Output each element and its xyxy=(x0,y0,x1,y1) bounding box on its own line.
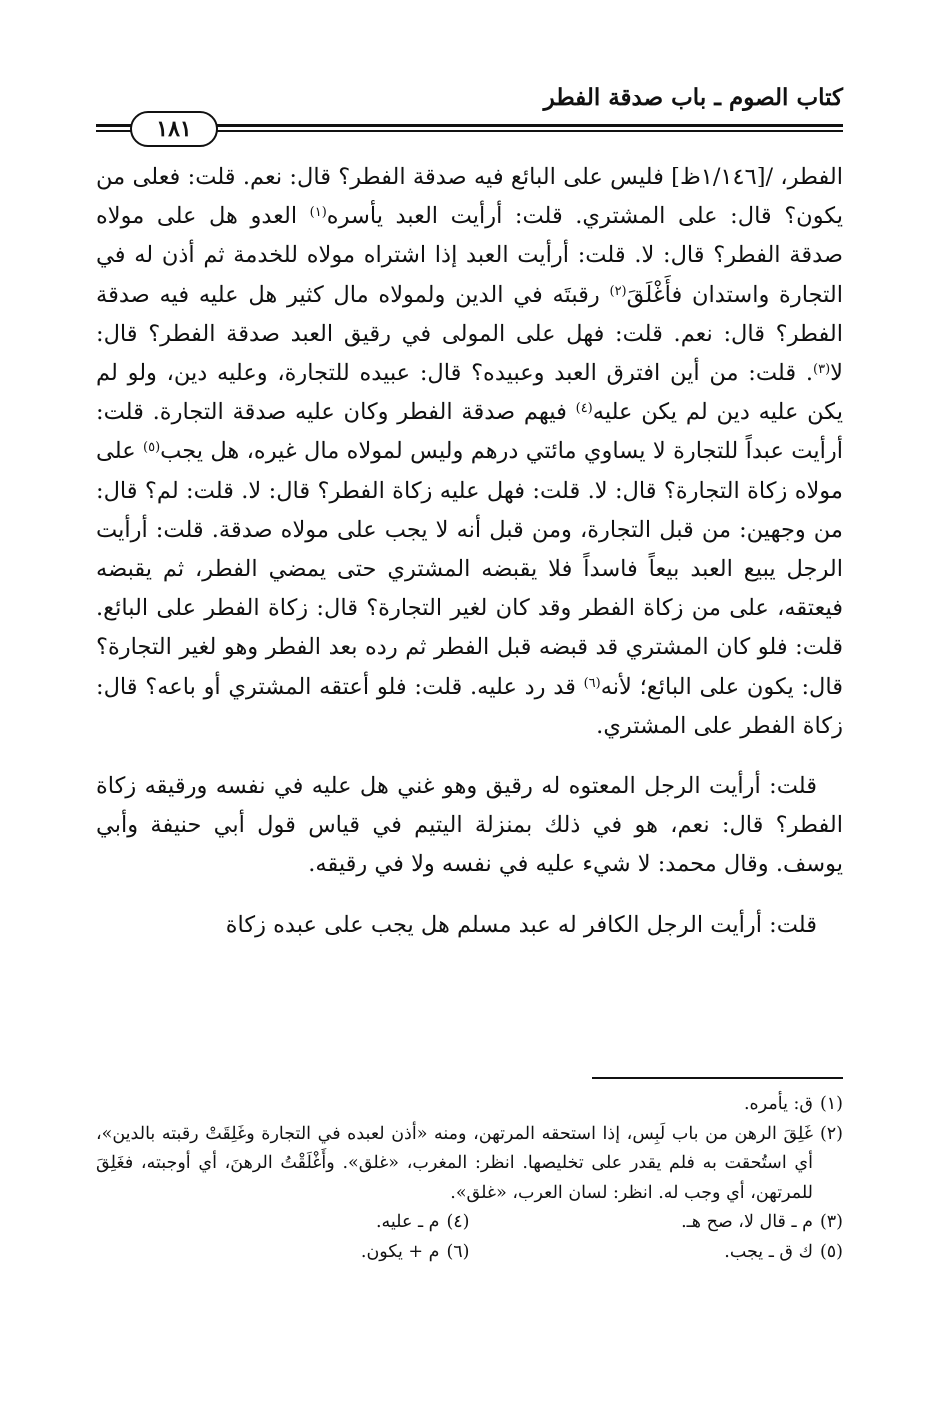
main-text xyxy=(96,158,843,945)
footnote-ref-2: (٢) xyxy=(609,283,627,299)
footnote-3 xyxy=(470,1208,844,1238)
running-header-title: كتاب الصوم ـ باب صدقة الفطر xyxy=(543,84,843,111)
text-segment: رقبتَه في الدين ولمولاه مال كثير هل عليه فيه صدقة الفطر؟ قال: نعم. قلت: فهل على المولى في رقيق العبد صدقة الفطر؟ قال: لا xyxy=(96,281,844,387)
footnote-number: (٦) xyxy=(446,1241,470,1262)
footnote-ref-3: (٣) xyxy=(813,362,831,378)
footnote-2 xyxy=(96,1120,843,1209)
footnote-6 xyxy=(96,1238,470,1268)
footnote-row xyxy=(96,1238,843,1268)
text-segment: على مولاه زكاة التجارة؟ قال: لا. قلت: فهل عليه زكاة الفطر؟ قال: لا. قلت: لم؟ قال: من وجهين: من قبل التجارة، ومن قبل أنه لا يجب على مولاه صدقة. قلت: أرأيت الرجل يبيع العبد بيعاً فاسداً فلا يقبضه المشتري حتى يمضي الفطر، ثم يقبضه فيعتقه، على من زكاة الفطر وقد كان لغير التجارة؟ قال: زكاة الفطر على البائع. قلت: فلو كان المشتري قد قبضه قبل الفطر ثم رده بعد الفطر وهو لغير التجارة؟ قال: يكون على البائع؛ لأنه xyxy=(96,438,843,700)
paragraph-3: قلت: أرأيت الرجل الكافر له عبد مسلم هل يجب على عبده زكاة xyxy=(225,911,817,938)
footnote-text: ك ق ـ يجب. xyxy=(724,1241,813,1262)
footnote-text: غَلِقَ الرهن من باب لَبِس، إذا استحقه المرتهن، ومنه «أذن لعبده في التجارة وغَلِقَتْ رقبته بالدين»، أي استُحقت به فلم يقدر على تخليصها. انظر: المغرب، «غلق». وأَغْلَقْتُ الرهنَ، أي أوجبته، فغَلِقَ للمرتهن، أي وجب له. انظر: لسان العرب، «غلق». xyxy=(96,1123,813,1203)
footnote-text: م + يكون. xyxy=(360,1241,440,1262)
text-segment: العدو هل على مولاه صدقة الفطر؟ قال: لا. قلت: أرأيت العبد إذا اشتراه مولاه للخدمة ثم أذن له في التجارة واستدان فأَغْلَقَ xyxy=(96,203,843,308)
footnote-ref-4: (٤) xyxy=(575,401,593,417)
footnote-row xyxy=(96,1208,843,1238)
footnote-text: ق: يأمره. xyxy=(743,1094,813,1114)
paragraph-2: قلت: أرأيت الرجل المعتوه له رقيق وهو غني هل عليه في نفسه ورقيقه زكاة الفطر؟ قال: نعم، هو في ذلك بمنزلة اليتيم في قياس قول أبي حنيفة وأبي يوسف. وقال محمد: لا شيء عليه في نفسه ولا في رقيقه. xyxy=(96,773,843,878)
footnote-1 xyxy=(96,1090,843,1120)
text-segment: الفطر، /[١/١٤٦ظ] فليس على البائع فيه صدقة الفطر؟ قال: نعم. قلت: فعلى من يكون؟ قال: على المشتري. قلت: أرأيت العبد يأسره xyxy=(96,164,844,230)
footnote-ref-6: (٦) xyxy=(583,675,601,691)
footnote-5 xyxy=(470,1238,844,1268)
text-segment: قد رد عليه. قلت: فلو أعتقه المشتري أو باعه؟ قال: زكاة الفطر على المشتري. xyxy=(96,673,843,739)
footnotes xyxy=(96,1090,843,1267)
footnote-separator xyxy=(592,1077,843,1079)
footnote-4 xyxy=(96,1208,470,1238)
footnote-number: (٥) xyxy=(819,1241,843,1262)
paragraph-1 xyxy=(96,158,843,746)
page-number: ١٨١ xyxy=(130,111,218,147)
footnote-text: م ـ قال لا، صح هـ. xyxy=(681,1212,813,1232)
footnote-text: م ـ عليه. xyxy=(375,1212,440,1232)
footnote-ref-5: (٥) xyxy=(143,440,161,456)
footnote-number: (٣) xyxy=(819,1212,843,1232)
footnote-number: (٤) xyxy=(446,1212,470,1232)
text-segment: . قلت: من أين افترق العبد وعبيده؟ قال: عبيده للتجارة، وعليه دين، ولو لم يكن عليه دين لم يكن عليه xyxy=(96,360,843,426)
text-segment: فيهم صدقة الفطر وكان عليه صدقة التجارة. قلت: أرأيت عبداً للتجارة لا يساوي مائتي درهم وليس لمولاه مال غيره، هل يجب xyxy=(96,399,843,465)
footnote-number: (١) xyxy=(819,1094,843,1114)
footnote-number: (٢) xyxy=(819,1123,843,1144)
footnote-ref-1: (١) xyxy=(309,205,327,221)
